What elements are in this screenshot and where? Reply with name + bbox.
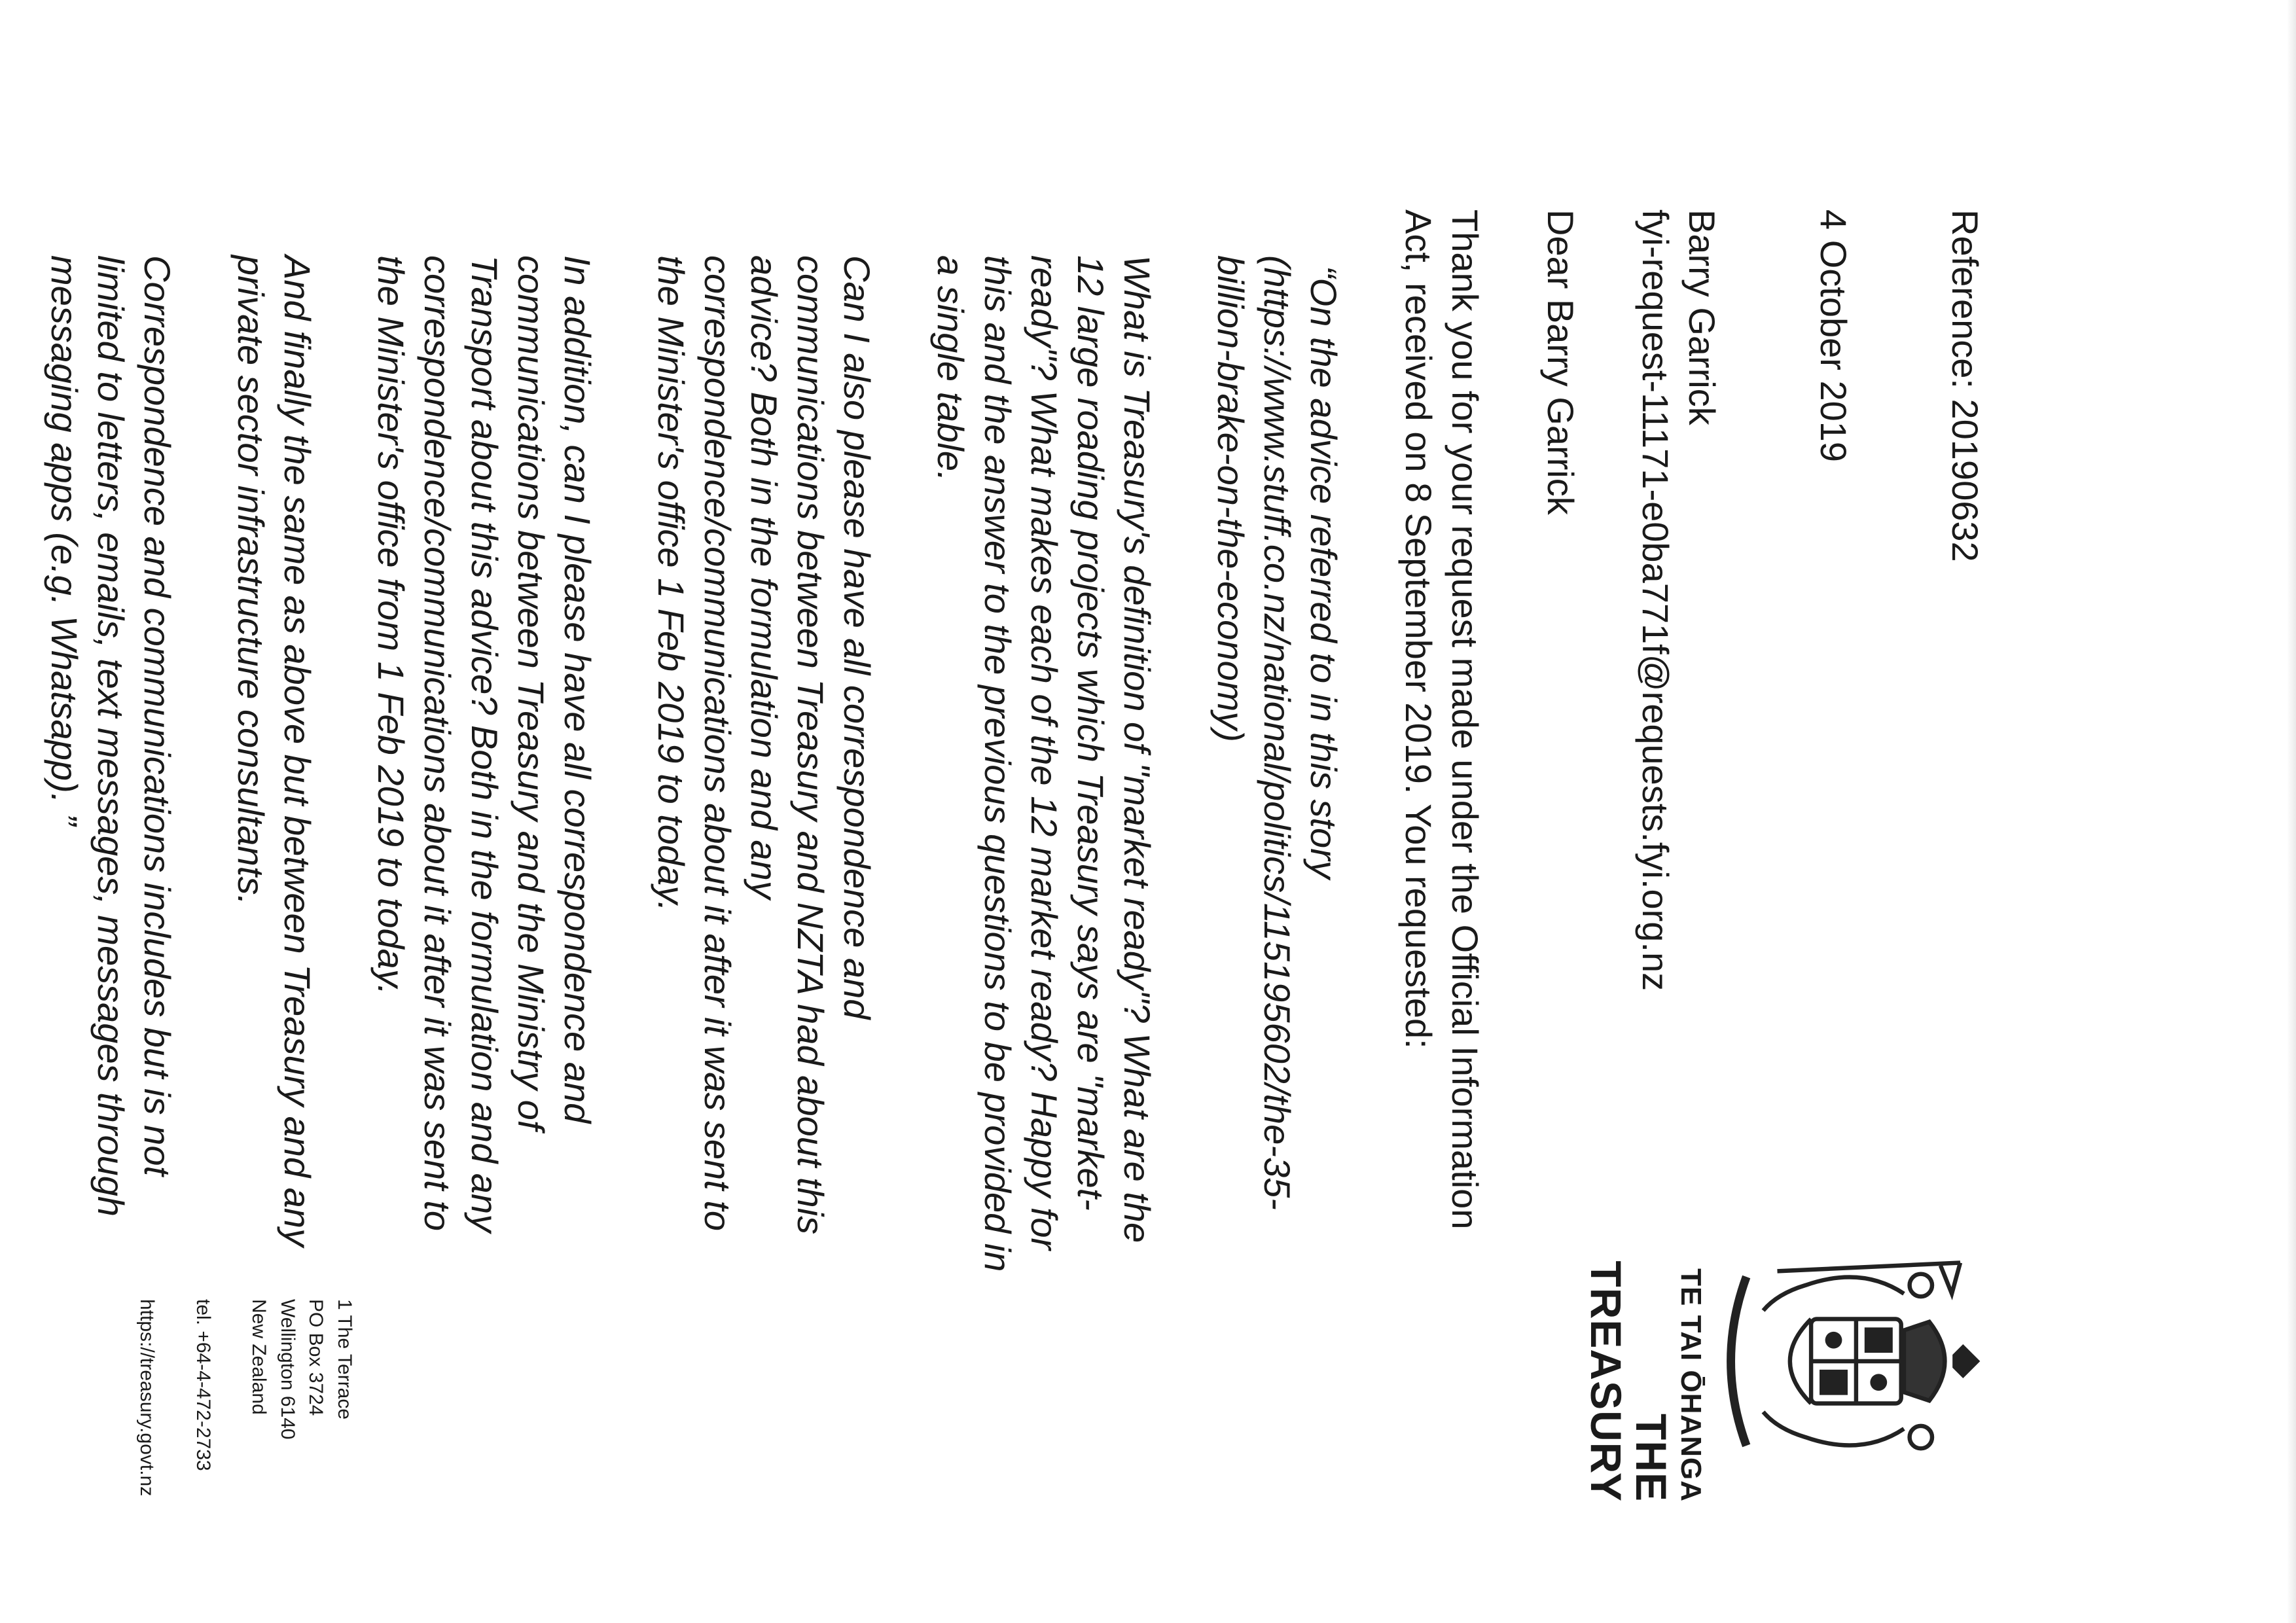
recipient-name: Barry Garrick <box>1681 209 1723 425</box>
salutation: Dear Barry Garrick <box>1539 209 1581 515</box>
brand-maori-name: TE TAI ŌHANGA <box>1675 1268 1707 1502</box>
quote-paragraph: “On the advice referred to in this story (https://www.stuff.co.nz/national/politics/115195602/the-35-billion-brake-on-the-economy) <box>1210 255 1345 1210</box>
quote-paragraph: Can I also please have all correspondence and communications between Treasury and NZTA had about this advice? Both in the formulation and any correspondence/communications about it after it was sent to the Minister's office 1 Feb 2019 to today. <box>650 255 878 1235</box>
spacer <box>217 1299 245 1495</box>
website-link[interactable]: https://treasury.govt.nz <box>136 1299 158 1497</box>
letter-date: 4 October 2019 <box>1812 209 1854 463</box>
quote-paragraph: What is Treasury's definition of "market ready"? What are the 12 large roading projects which Treasury says are "market-ready"? What makes each of the 12 market ready? Happy for this and the answer to the previous questions to be provided in a single table. <box>930 255 1158 1272</box>
quote-paragraph: In addition, can I please have all correspondence and communications between Treasury and the Ministry of Transport about this advice? Both in the formulation and any correspondence/communications about it after it was sent to the Minister's office from 1 Feb 2019 to today. <box>370 255 598 1233</box>
address-line: 1 The Terrace <box>334 1299 355 1419</box>
scan-edge <box>2287 0 2296 1623</box>
brand-english-name: THE TREASURY <box>1582 1260 1676 1502</box>
letter-body <box>0 209 1988 1283</box>
address-line: New Zealand <box>248 1299 270 1415</box>
reference-number: Reference: 20190632 <box>1945 209 1986 562</box>
recipient-address <box>1632 209 1725 1283</box>
quote-paragraph: Correspondence and communications includes but is not limited to letters, emails, text messages, messages through messaging apps (e.g. Whatsapp). ” <box>43 255 179 1217</box>
address-line: PO Box 3724 <box>305 1299 327 1416</box>
spacer <box>162 1299 189 1495</box>
quote-paragraph: And finally the same as above but between Treasury and any private sector infrastructure consultants. <box>230 255 319 1247</box>
phone-number: tel. +64-4-472-2733 <box>192 1299 214 1471</box>
request-quote <box>41 255 1348 1283</box>
intro-paragraph: Thank you for your request made under the Official Information Act, received on 8 September 2019. You requested: <box>1398 209 1486 1230</box>
address-line: Wellington 6140 <box>277 1299 298 1440</box>
footer-contact <box>133 1299 359 1495</box>
recipient-email: fyi-request-11171-e0ba771f@requests.fyi.org.nz <box>1634 209 1676 991</box>
